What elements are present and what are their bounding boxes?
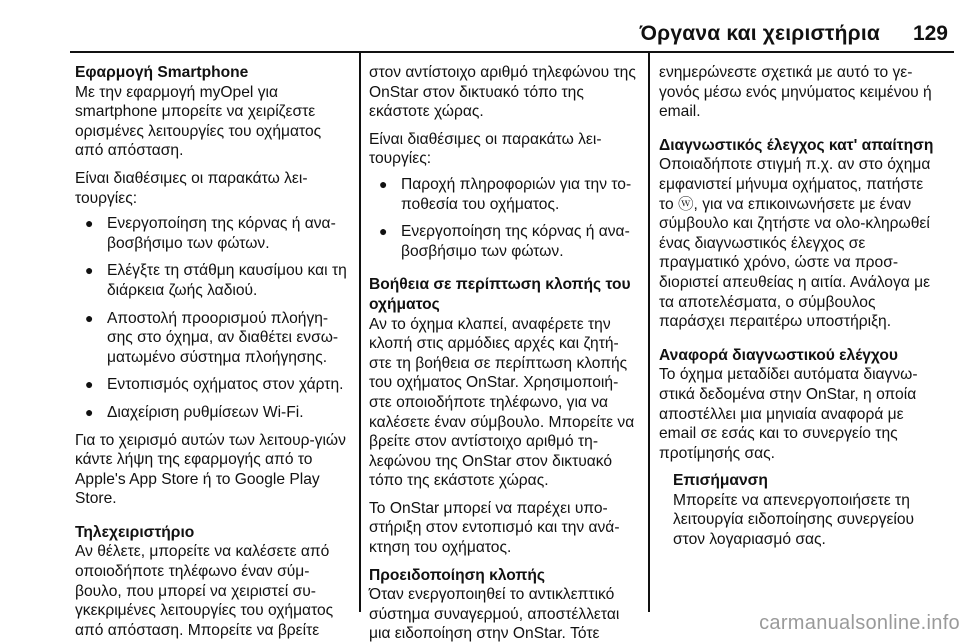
paragraph: Αν το όχημα κλαπεί, αναφέρετε την κλοπή στις αρμόδιες αρχές και ζητή-στε τη βοήθεια σε περίπτωση κλοπής του οχήματος OnStar. Χρησιμοποιή-στε οποιοδήποτε τηλέφωνο, για να καλέσετε έναν σύμβουλο. Μπορείτε να βρείτε στον αντίστοιχο αριθμό τη-λεφώνου της OnStar στον δικτυακό τόπο της εκάστοτε χώρας. (369, 315, 635, 490)
bullet-icon: ● (379, 175, 388, 192)
note-text: Μπορείτε να απενεργοποιήσετε τη λειτουργία ειδοποίησης συνεργείου στον λογαριασμό σας. (673, 491, 915, 549)
paragraph: Είναι διαθέσιμες οι παρακάτω λει-τουργίες: (75, 169, 308, 207)
paragraph: Το OnStar μπορεί να παρέχει υπο-στήριξη στον εντοπισμό και την ανά-κτηση του οχήματος. (369, 499, 620, 557)
bullet-icon: ● (85, 215, 94, 232)
section-heading-on-demand-diagnostics: Διαγνωστικός έλεγχος κατ' απαίτηση (659, 136, 934, 154)
section-heading-remote-control: Τηλεχειριστήριο (75, 523, 195, 541)
list-item: ● Εντοπισμός οχήματος στον χάρτη. (85, 376, 344, 394)
list-item: ● Ελέγξτε τη στάθμη καυσίμου και τη διάρκεια ζωής λαδιού. (85, 262, 347, 299)
column-divider-2 (648, 52, 650, 612)
paragraph: Όταν ενεργοποιηθεί το αντικλεπτικό σύστημα συναγερμού, αποστέλλεται μια ειδοποίηση στην OnStar. Τότε (369, 586, 620, 643)
section-heading-theft-assistance: Βοήθεια σε περίπτωση κλοπής του οχήματος (369, 276, 631, 313)
list-item: ● Ενεργοποίηση της κόρνας ή ανα-βοσβήσιμο των φώτων. (379, 223, 630, 260)
section-heading-diagnostic-report: Αναφορά διαγνωστικού ελέγχου (659, 346, 898, 364)
page-header (0, 0, 960, 50)
page-number: 129 (912, 22, 948, 45)
list-item: ● Διαχείριση ρυθμίσεων Wi-Fi. (85, 403, 304, 421)
paragraph: Αν θέλετε, μπορείτε να καλέσετε από οποιοδήποτε τηλέφωνο έναν σύμ-βουλο, που μπορεί να χειριστεί συ-γκεκριμένες λειτουργίες του οχήματος από απόσταση. Μπορείτε να βρείτε (75, 543, 334, 639)
note-box (659, 471, 941, 549)
bullet-icon: ● (85, 376, 94, 393)
column-2 (369, 63, 639, 644)
column-divider-1 (359, 52, 361, 612)
section-heading-smartphone-app: Εφαρμογή Smartphone (75, 64, 249, 81)
note-heading: Επισήμανση (673, 472, 768, 490)
column-1 (75, 63, 347, 640)
list-item: ● Αποστολή προορισμού πλοήγη-σης στο όχημα, αν διαθέτει ενσω-ματωμένο σύστημα πλοήγησης. (85, 309, 339, 366)
feature-list (75, 214, 347, 422)
chapter-title: Όργανα και χειριστήρια (639, 22, 880, 45)
watermark: carmanualsonline.info (759, 612, 960, 634)
paragraph: Οποιαδήποτε στιγμή π.χ. αν στο όχημα εμφανιστεί μήνυμα οχήματος, πατήστε το ⓦ, για να επικοινωνήσετε με έναν σύμβουλο και ζητήστε να ολο-κληρωθεί ένας διαγνωστικός έλεγχος σε πραγματικό χρόνο, ώστε να προσ-διοριστεί απευθείας η αιτία. Ανάλογα με τα αποτελέσματα, ο σύμβουλος παράσχει περαιτέρω υποστήριξη. (659, 156, 931, 331)
bullet-icon: ● (85, 309, 94, 326)
list-item: ● Παροχή πληροφοριών για την το-ποθεσία του οχήματος. (379, 175, 632, 213)
bullet-icon: ● (379, 223, 388, 240)
paragraph: Το όχημα μεταδίδει αυτόματα διαγνω-στικά δεδομένα στην OnStar, η οποία αποστέλλει μια μηνιαία αναφορά με email σε εσάς και το συνεργείο της προτίμησής σας. (659, 366, 918, 462)
feature-list (369, 175, 639, 261)
paragraph: στον αντίστοιχο αριθμό τηλεφώνου της OnStar στον δικτυακό τόπο της εκάστοτε χώρας. (369, 64, 636, 121)
list-item: ● Ενεργοποίηση της κόρνας ή ανα-βοσβήσιμο των φώτων. (85, 215, 336, 252)
paragraph: Με την εφαρμογή myOpel για smartphone μπορείτε να χειρίζεστε ορισμένες λειτουργίες του οχήματος από απόσταση. (75, 83, 322, 160)
paragraph: Είναι διαθέσιμες οι παρακάτω λει-τουργίες: (369, 130, 602, 168)
paragraph: ενημερώνεστε σχετικά με αυτό το γε-γονός μέσω ενός μηνύματος κειμένου ή email. (659, 64, 932, 121)
column-3 (659, 63, 941, 550)
section-heading-theft-alert: Προειδοποίηση κλοπής (369, 566, 545, 584)
paragraph: Για το χειρισμό αυτών των λειτουρ-γιών κάντε λήψη της εφαρμογής από το Apple's App Store ή το Google Play Store. (75, 431, 346, 508)
bullet-icon: ● (85, 262, 94, 279)
bullet-icon: ● (85, 403, 94, 420)
header-rule (70, 51, 954, 53)
